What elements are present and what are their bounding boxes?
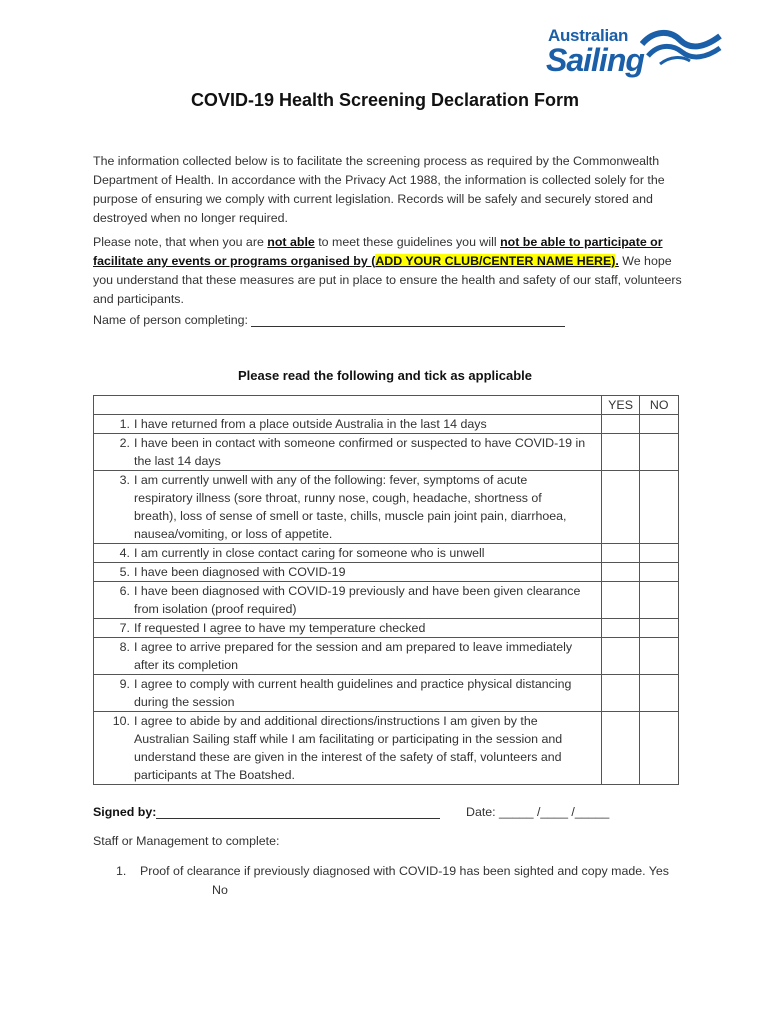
checklist-row xyxy=(94,675,679,712)
staff-item-number: 1. xyxy=(116,864,127,878)
question-cell xyxy=(94,415,602,434)
checklist-row xyxy=(94,619,679,638)
question-number: 7. xyxy=(119,621,130,635)
signature-line[interactable] xyxy=(156,806,440,819)
staff-heading: Staff or Management to complete: xyxy=(93,834,280,848)
question-text: I am currently unwell with any of the following: fever, symptoms of acute respiratory illness (sore throat, runny nose, cough, headache, shortness of breath), loss of sense of smell or taste, chills, muscle pain joint pain, diarrhoea, nausea/vomiting, or loss of appetite. xyxy=(134,473,567,541)
checklist-row xyxy=(94,582,679,619)
yes-checkbox-cell[interactable] xyxy=(601,712,640,785)
question-text: I have been diagnosed with COVID-19 xyxy=(134,565,346,579)
question-cell xyxy=(94,544,602,563)
question-number: 1. xyxy=(119,417,130,431)
yes-checkbox-cell[interactable] xyxy=(601,471,640,544)
checklist-row xyxy=(94,544,679,563)
no-checkbox-cell[interactable] xyxy=(640,415,679,434)
instructions-heading: Please read the following and tick as applicable xyxy=(237,368,533,383)
staff-item-text: Proof of clearance if previously diagnosed with COVID-19 has been sighted and copy made. Yes xyxy=(140,864,669,878)
question-cell xyxy=(94,675,602,712)
date-field[interactable]: Date: _____ /____ /_____ xyxy=(466,805,610,819)
signed-by-label: Signed by: xyxy=(93,805,157,819)
not-able-text: not able xyxy=(267,235,315,249)
club-name-placeholder: ADD YOUR CLUB/CENTER NAME HERE) xyxy=(375,254,616,268)
checklist-row xyxy=(94,638,679,675)
question-text: I agree to comply with current health guidelines and practice physical distancing during the session xyxy=(134,677,572,709)
checklist-row xyxy=(94,712,679,785)
question-text: If requested I agree to have my temperature checked xyxy=(134,621,426,635)
question-cell xyxy=(94,638,602,675)
question-text: I have been diagnosed with COVID-19 previously and have been given clearance from isolation (proof required) xyxy=(134,584,581,616)
yes-column-header: YES xyxy=(601,396,640,415)
question-cell xyxy=(94,619,602,638)
intro-paragraph: The information collected below is to facilitate the screening process as required by the Commonwealth Department of Health. In accordance with the Privacy Act 1988, the information is collected solely for the purpose of ensuring we comply with current legislation. Records will be safely and securely stored and destroyed when no longer required. xyxy=(93,154,665,225)
question-number: 8. xyxy=(119,640,130,654)
yes-checkbox-cell[interactable] xyxy=(601,638,640,675)
australian-sailing-logo xyxy=(546,22,726,82)
name-blank-line[interactable] xyxy=(251,314,565,327)
form-title: COVID-19 Health Screening Declaration Form xyxy=(190,90,580,110)
question-cell xyxy=(94,582,602,619)
not-participate-text: not be able to participate or facilitate any events or programs organised by ( xyxy=(93,235,663,268)
no-checkbox-cell[interactable] xyxy=(640,638,679,675)
no-checkbox-cell[interactable] xyxy=(640,544,679,563)
yes-checkbox-cell[interactable] xyxy=(601,619,640,638)
checklist-row xyxy=(94,434,679,471)
question-number: 2. xyxy=(119,436,130,450)
question-text: I have returned from a place outside Australia in the last 14 days xyxy=(134,417,487,431)
question-number: 3. xyxy=(119,473,130,487)
no-column-header: NO xyxy=(640,396,679,415)
question-number: 5. xyxy=(119,565,130,579)
question-text: I have been in contact with someone confirmed or suspected to have COVID-19 in the last 14 days xyxy=(134,436,586,468)
yes-checkbox-cell[interactable] xyxy=(601,675,640,712)
question-cell xyxy=(94,712,602,785)
no-checkbox-cell[interactable] xyxy=(640,712,679,785)
screening-checklist-table xyxy=(93,395,679,785)
yes-checkbox-cell[interactable] xyxy=(601,434,640,471)
no-checkbox-cell[interactable] xyxy=(640,619,679,638)
yes-checkbox-cell[interactable] xyxy=(601,563,640,582)
question-number: 10. xyxy=(112,714,130,728)
question-header-cell xyxy=(94,396,602,415)
question-cell xyxy=(94,563,602,582)
name-of-person-field[interactable] xyxy=(93,313,565,327)
no-checkbox-cell[interactable] xyxy=(640,582,679,619)
note-paragraph: Please note, that when you are not able to meet these guidelines you will not be able to participate or facilitate any events or programs organised by (ADD YOUR CLUB/CENTER NAME HERE). We hope you understand that these measures are put in place to ensure the health and safety of our staff, volunteers and participants. xyxy=(93,235,682,306)
question-text: I agree to abide by and additional directions/instructions I am given by the Australian Sailing staff while I am facilitating or participating in the session and understand these are given in the interest of the safety of staff, volunteers and participants at The Boatshed. xyxy=(134,714,563,782)
yes-checkbox-cell[interactable] xyxy=(601,582,640,619)
no-checkbox-cell[interactable] xyxy=(640,434,679,471)
no-checkbox-cell[interactable] xyxy=(640,563,679,582)
question-text: I agree to arrive prepared for the session and am prepared to leave immediately after its completion xyxy=(134,640,573,672)
no-checkbox-cell[interactable] xyxy=(640,675,679,712)
yes-checkbox-cell[interactable] xyxy=(601,415,640,434)
name-label: Name of person completing: xyxy=(93,313,252,327)
question-number: 6. xyxy=(119,584,130,598)
staff-item-no: No xyxy=(212,883,228,897)
logo-line2: Sailing xyxy=(546,42,644,78)
checklist-row xyxy=(94,415,679,434)
question-cell xyxy=(94,434,602,471)
logo-line1: Australian xyxy=(548,26,629,45)
no-checkbox-cell[interactable] xyxy=(640,471,679,544)
question-number: 9. xyxy=(119,677,130,691)
wave-flag-icon xyxy=(640,26,724,66)
checklist-row xyxy=(94,471,679,544)
checklist-row xyxy=(94,563,679,582)
signed-by-field[interactable] xyxy=(93,805,440,819)
question-number: 4. xyxy=(119,546,130,560)
question-text: I am currently in close contact caring for someone who is unwell xyxy=(134,546,485,560)
staff-item-clearance xyxy=(116,862,686,900)
question-cell xyxy=(94,471,602,544)
yes-checkbox-cell[interactable] xyxy=(601,544,640,563)
